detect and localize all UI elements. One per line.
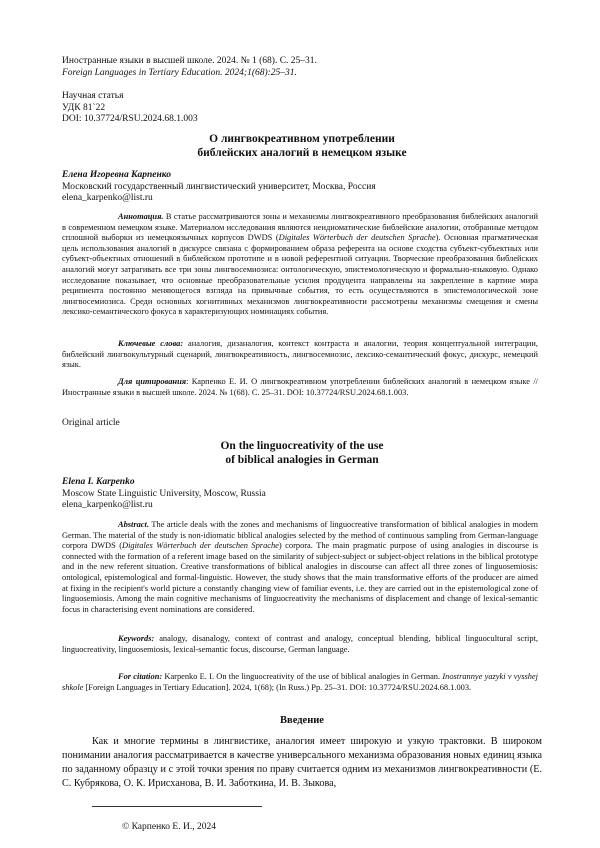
udk: УДК 81`22 (62, 102, 106, 113)
author-block-ru (62, 170, 542, 205)
citation-en (62, 672, 538, 693)
title-en-line1: On the linguocreativity of the use (220, 440, 384, 452)
title-en (62, 439, 542, 467)
title-en-line2: of biblical analogies in German (225, 454, 379, 466)
abstract-ru (62, 212, 538, 318)
affiliation-en: Moscow State Linguistic University, Moscow, Russia (62, 488, 266, 499)
intro-paragraph: Как и многие термины в лингвистике, аналогия имеет широкую и узкую трактовки. В широком понимании аналогия рассматривается в качестве универсального механизма образования новых единиц языка по заданному образцу и с этой точки зрения по праву считается одним из механизмов лингвокреативности (Е. С. Кубрякова, О. К. Ирисханова, В. И. Заботкина, И. В. Зыкова, (62, 736, 542, 789)
author-ru: Елена Игоревна Карпенко (62, 170, 172, 180)
keywords-en (62, 634, 538, 655)
author-block-en (62, 477, 542, 512)
abstract-corpus-ru: Digitales Wörterbuch der deutschen Sprache (278, 233, 436, 243)
affiliation-ru: Московский государственный лингвистический университет, Москва, Россия (62, 181, 376, 192)
journal-header (62, 56, 542, 79)
abstract-label-en: Abstract. (118, 520, 149, 529)
title-ru-line1: О лингвокреативном употреблении (209, 133, 395, 145)
abstract-label-ru: Аннотация. (118, 212, 164, 221)
citation-journal-en: Inostrannye yazyki v vysshej shkole (62, 672, 538, 692)
citation-label-en: For citation: (118, 672, 163, 681)
keywords-label-ru: Ключевые слова: (118, 339, 184, 348)
citation-text-en-2: [Foreign Languages in Tertiary Education]. 2024, 1(68); (In Russ.) Pp. 25–31. DOI: 10.37724/RSU.2024.68.1.003. (83, 682, 472, 692)
abstract-en (62, 520, 538, 615)
abstract-text-en-2: ) corpora. The main pragmatic purpose of using analogies in discourse is connected with the formation of a referent image based on the similarity of subject-subject or subject-object relations in the biblical prototype and in the new referent situation. Creative transformations of biblical analogies in discourse can affect all three zones of linguosemiosis: ontological, epistemological and formal-linguistic. However, the study shows that the main transformative efforts of the producer are aimed at fixing in the recipient's world picture a constantly changing view of familiar events, i.e. they are carried out in the epistemological zone of linguosemiosis. Among the main cognitive mechanisms of linguocreativity the mechanisms of displacement and change of lexical-semantic focus in characterising event nominations are considered. (62, 541, 539, 614)
title-ru-line2: библейских аналогий в немецком языке (197, 147, 407, 159)
journal-en: Foreign Languages in Tertiary Education. 2024;1(68):25–31. (62, 67, 297, 78)
abstract-corpus-en: Digitales Wörterbuch der deutschen Sprache (122, 541, 279, 551)
copyright: © Карпенко Е. И., 2024 (122, 822, 216, 832)
abstract-text-ru-1: В статье рассматриваются зоны и механизмы лингвокреативного преобразования библейских аналогий в современном немецком языке. Материалом исследования являются неидиоматические библейские аналогии, отобранные методом сплошной выборки из немецкоязычных корпусов DWDS ( (62, 212, 538, 243)
article-meta-ru (62, 91, 542, 126)
intro-heading: Введение (280, 715, 324, 726)
journal-ru: Иностранные языки в высшей школе. 2024. № 1 (68). С. 25–31. (62, 56, 317, 66)
abstract-text-ru-2: ). Основная прагматическая цель использования аналогий в дискурсе связана с формированием образа референта на основе сходства субъект-субъектных или субъект-объектных отношений в библейском прототипе и в новой референтной ситуации. Творческие преобразования библейских аналогий могут затрагивать все три зоны лингвосемиозиса: онтологическую, эпистемологическую и формально-языковую. Однако исследование показывает, что основные преобразовательные усилия продуцента направлены на закрепление в картине мира реципиента постоянно меняющегося взгляда на привычные события, то есть осуществляются в эпистемологической зоне лингвосемиозиса. Среди основных когнитивных механизмов лингвокреативности рассмотрены механизмы смещения и смены лексико-семантического фокуса в характеризующих номинациях события. (62, 233, 538, 317)
citation-label-ru: Для цитирования (118, 377, 187, 386)
keywords-label-en: Keywords: (118, 634, 155, 643)
keywords-text-ru: аналогия, дизаналогия, контекст контраста и аналогии, теория концептуальной интеграции, библейский лингвокультурный сценарий, лингвокреативность, лингвосемиозис, лексико-семантический фокус, дискурс, немецкий язык. (62, 339, 538, 370)
citation-text-en-1: Karpenko E. I. On the linguocreativity of the use of biblical analogies in German. (162, 672, 443, 681)
citation-text-ru: : Карпенко Е. И. О лингвокреативном употреблении библейских аналогий в немецком языке // Иностранные языки в высшей школе. 2024. № 1(68). С. 25–31. DOI: 10.37724/RSU.2024.68.1.003. (62, 377, 538, 397)
abstract-text-en-1: The article deals with the zones and mechanisms of linguocreative transformation of biblical analogies in modern German. The material of the study is non-idiomatic biblical analogies selected by the method of continuous sampling from German-language corpora DWDS ( (62, 520, 538, 551)
footnote-divider (92, 806, 262, 807)
article-type-ru: Научная статья (62, 91, 124, 101)
email-en[interactable]: elena_karpenko@list.ru (62, 500, 153, 510)
email-ru[interactable]: elena_karpenko@list.ru (62, 193, 153, 203)
title-ru (62, 132, 542, 160)
author-en: Elena I. Karpenko (62, 477, 135, 487)
keywords-text-en: analogy, disanalogy, context of contrast and analogy, conceptual blending, biblical linguocultural script, linguocreativity, linguosemiosis, lexical-semantic focus, discourse, German language. (62, 634, 538, 654)
keywords-ru (62, 339, 538, 371)
article-type-en: Original article (62, 418, 120, 428)
citation-ru (62, 377, 538, 398)
doi: DOI: 10.37724/RSU.2024.68.1.003 (62, 114, 198, 124)
